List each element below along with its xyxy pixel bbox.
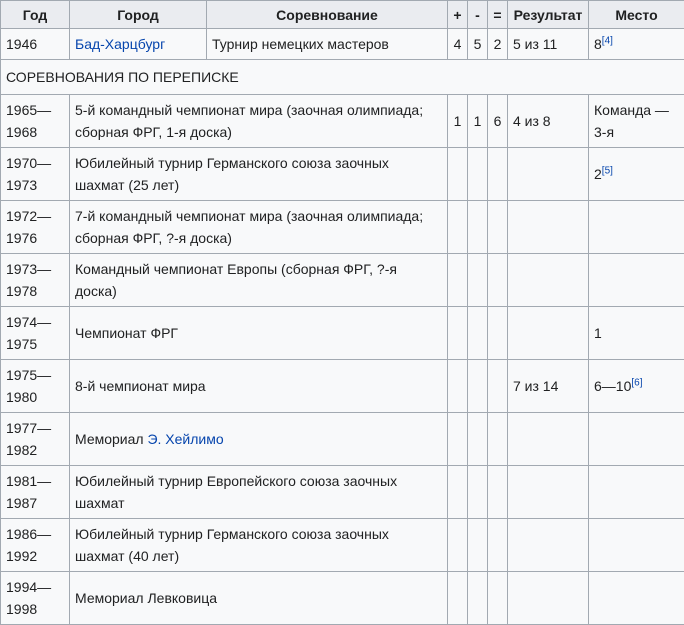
cell-year: 1946 <box>1 29 70 60</box>
competition-text: Юбилейный турнир Европейского союза заочных шахмат <box>75 473 397 511</box>
cell-losses <box>468 360 488 413</box>
reference-link[interactable]: [4] <box>602 35 613 46</box>
cell-year <box>1 201 70 254</box>
cell-losses <box>468 148 488 201</box>
cell-year <box>1 572 70 625</box>
cell-place <box>589 519 684 572</box>
year-start: 1970— <box>6 155 51 171</box>
competition-text: 5-й командный чемпионат мира (заочная олимпиада; сборная ФРГ, 1-я доска) <box>75 102 423 140</box>
competition-text: Чемпионат ФРГ <box>75 325 178 341</box>
place-value: Команда — 3-я <box>594 102 669 140</box>
competition-text: Командный чемпионат Европы (сборная ФРГ, ?-я доска) <box>75 261 397 299</box>
cell-competition <box>70 254 448 307</box>
competition-text: Юбилейный турнир Германского союза заочных шахмат (25 лет) <box>75 155 389 193</box>
cell-draws: 2 <box>488 29 508 60</box>
cell-wins <box>448 572 468 625</box>
cell-wins <box>448 148 468 201</box>
cell-losses <box>468 466 488 519</box>
cell-place <box>589 201 684 254</box>
section-label: СОРЕВНОВАНИЯ ПО ПЕРЕПИСКЕ <box>1 60 684 95</box>
cell-draws <box>488 413 508 466</box>
cell-draws <box>488 307 508 360</box>
table-row <box>1 148 684 201</box>
year-end: 1968 <box>6 124 37 140</box>
year-start: 1965— <box>6 102 51 118</box>
cell-competition <box>70 413 448 466</box>
year-end: 1975 <box>6 336 37 352</box>
year-end: 1987 <box>6 495 37 511</box>
table-row <box>1 413 684 466</box>
cell-draws: 6 <box>488 95 508 148</box>
cell-wins <box>448 201 468 254</box>
cell-year <box>1 254 70 307</box>
cell-competition <box>70 360 448 413</box>
cell-place <box>589 307 684 360</box>
competition-link[interactable]: Э. Хейлимо <box>147 431 223 447</box>
header-result: Результат <box>508 1 589 29</box>
table-row-1946 <box>1 29 684 60</box>
cell-result <box>508 201 589 254</box>
year-start: 1986— <box>6 526 51 542</box>
place-value: 1 <box>594 325 602 341</box>
cell-losses <box>468 201 488 254</box>
cell-year <box>1 519 70 572</box>
cell-year <box>1 466 70 519</box>
year-start: 1972— <box>6 208 51 224</box>
table-row <box>1 466 684 519</box>
header-losses: - <box>468 1 488 29</box>
cell-result: 5 из 11 <box>508 29 589 60</box>
year-end: 1998 <box>6 601 37 617</box>
cell-result: 7 из 14 <box>508 360 589 413</box>
place-value: 6—10 <box>594 378 631 394</box>
cell-wins: 1 <box>448 95 468 148</box>
cell-wins <box>448 307 468 360</box>
year-end: 1980 <box>6 389 37 405</box>
cell-competition <box>70 201 448 254</box>
cell-wins <box>448 254 468 307</box>
table-row <box>1 95 684 148</box>
cell-losses: 5 <box>468 29 488 60</box>
place-value: 2 <box>594 166 602 182</box>
header-competition: Соревнование <box>207 1 448 29</box>
cell-place <box>589 466 684 519</box>
cell-draws <box>488 254 508 307</box>
header-draws: = <box>488 1 508 29</box>
year-end: 1973 <box>6 177 37 193</box>
cell-draws <box>488 201 508 254</box>
table-row <box>1 307 684 360</box>
cell-result <box>508 572 589 625</box>
year-start: 1973— <box>6 261 51 277</box>
cell-result <box>508 148 589 201</box>
competition-text: 8-й чемпионат мира <box>75 378 206 394</box>
competition-text: Мемориал <box>75 431 147 447</box>
reference-link[interactable]: [6] <box>631 377 642 388</box>
year-start: 1974— <box>6 314 51 330</box>
cell-losses <box>468 413 488 466</box>
cell-wins <box>448 466 468 519</box>
cell-draws <box>488 466 508 519</box>
cell-losses <box>468 572 488 625</box>
cell-result: 4 из 8 <box>508 95 589 148</box>
year-start: 1977— <box>6 420 51 436</box>
header-city: Город <box>70 1 207 29</box>
cell-wins <box>448 413 468 466</box>
year-end: 1978 <box>6 283 37 299</box>
table-row <box>1 201 684 254</box>
cell-place <box>589 413 684 466</box>
place-value: 8 <box>594 36 602 52</box>
cell-competition <box>70 466 448 519</box>
year-start: 1994— <box>6 579 51 595</box>
cell-losses <box>468 307 488 360</box>
year-end: 1982 <box>6 442 37 458</box>
cell-draws <box>488 360 508 413</box>
cell-year <box>1 95 70 148</box>
cell-year <box>1 307 70 360</box>
city-link[interactable]: Бад-Харцбург <box>75 36 165 52</box>
cell-result <box>508 307 589 360</box>
cell-place <box>589 254 684 307</box>
cell-losses <box>468 254 488 307</box>
year-end: 1992 <box>6 548 37 564</box>
year-end: 1976 <box>6 230 37 246</box>
competition-text: 7-й командный чемпионат мира (заочная олимпиада; сборная ФРГ, ?-я доска) <box>75 208 423 246</box>
cell-place <box>589 572 684 625</box>
header-wins: + <box>448 1 468 29</box>
cell-place <box>589 148 684 201</box>
cell-competition <box>70 519 448 572</box>
cell-competition: Турнир немецких мастеров <box>207 29 448 60</box>
header-row <box>1 1 684 29</box>
cell-wins <box>448 360 468 413</box>
header-place: Место <box>589 1 684 29</box>
table-row <box>1 360 684 413</box>
cell-draws <box>488 572 508 625</box>
cell-result <box>508 466 589 519</box>
table-row <box>1 572 684 625</box>
table-row <box>1 519 684 572</box>
cell-wins <box>448 519 468 572</box>
cell-competition <box>70 95 448 148</box>
cell-place <box>589 29 684 60</box>
cell-result <box>508 254 589 307</box>
cell-place <box>589 95 684 148</box>
year-start: 1981— <box>6 473 51 489</box>
competition-text: Юбилейный турнир Германского союза заочных шахмат (40 лет) <box>75 526 389 564</box>
year-start: 1975— <box>6 367 51 383</box>
cell-year <box>1 148 70 201</box>
cell-draws <box>488 519 508 572</box>
cell-competition <box>70 148 448 201</box>
header-year: Год <box>1 1 70 29</box>
cell-result <box>508 519 589 572</box>
cell-losses <box>468 519 488 572</box>
cell-year <box>1 360 70 413</box>
cell-competition <box>70 307 448 360</box>
table-row <box>1 254 684 307</box>
cell-draws <box>488 148 508 201</box>
cell-place <box>589 360 684 413</box>
competition-text: Мемориал Левковица <box>75 590 217 606</box>
section-row <box>1 60 684 95</box>
cell-year <box>1 413 70 466</box>
cell-losses: 1 <box>468 95 488 148</box>
cell-wins: 4 <box>448 29 468 60</box>
cell-city <box>70 29 207 60</box>
reference-link[interactable]: [5] <box>602 165 613 176</box>
cell-result <box>508 413 589 466</box>
cell-competition <box>70 572 448 625</box>
